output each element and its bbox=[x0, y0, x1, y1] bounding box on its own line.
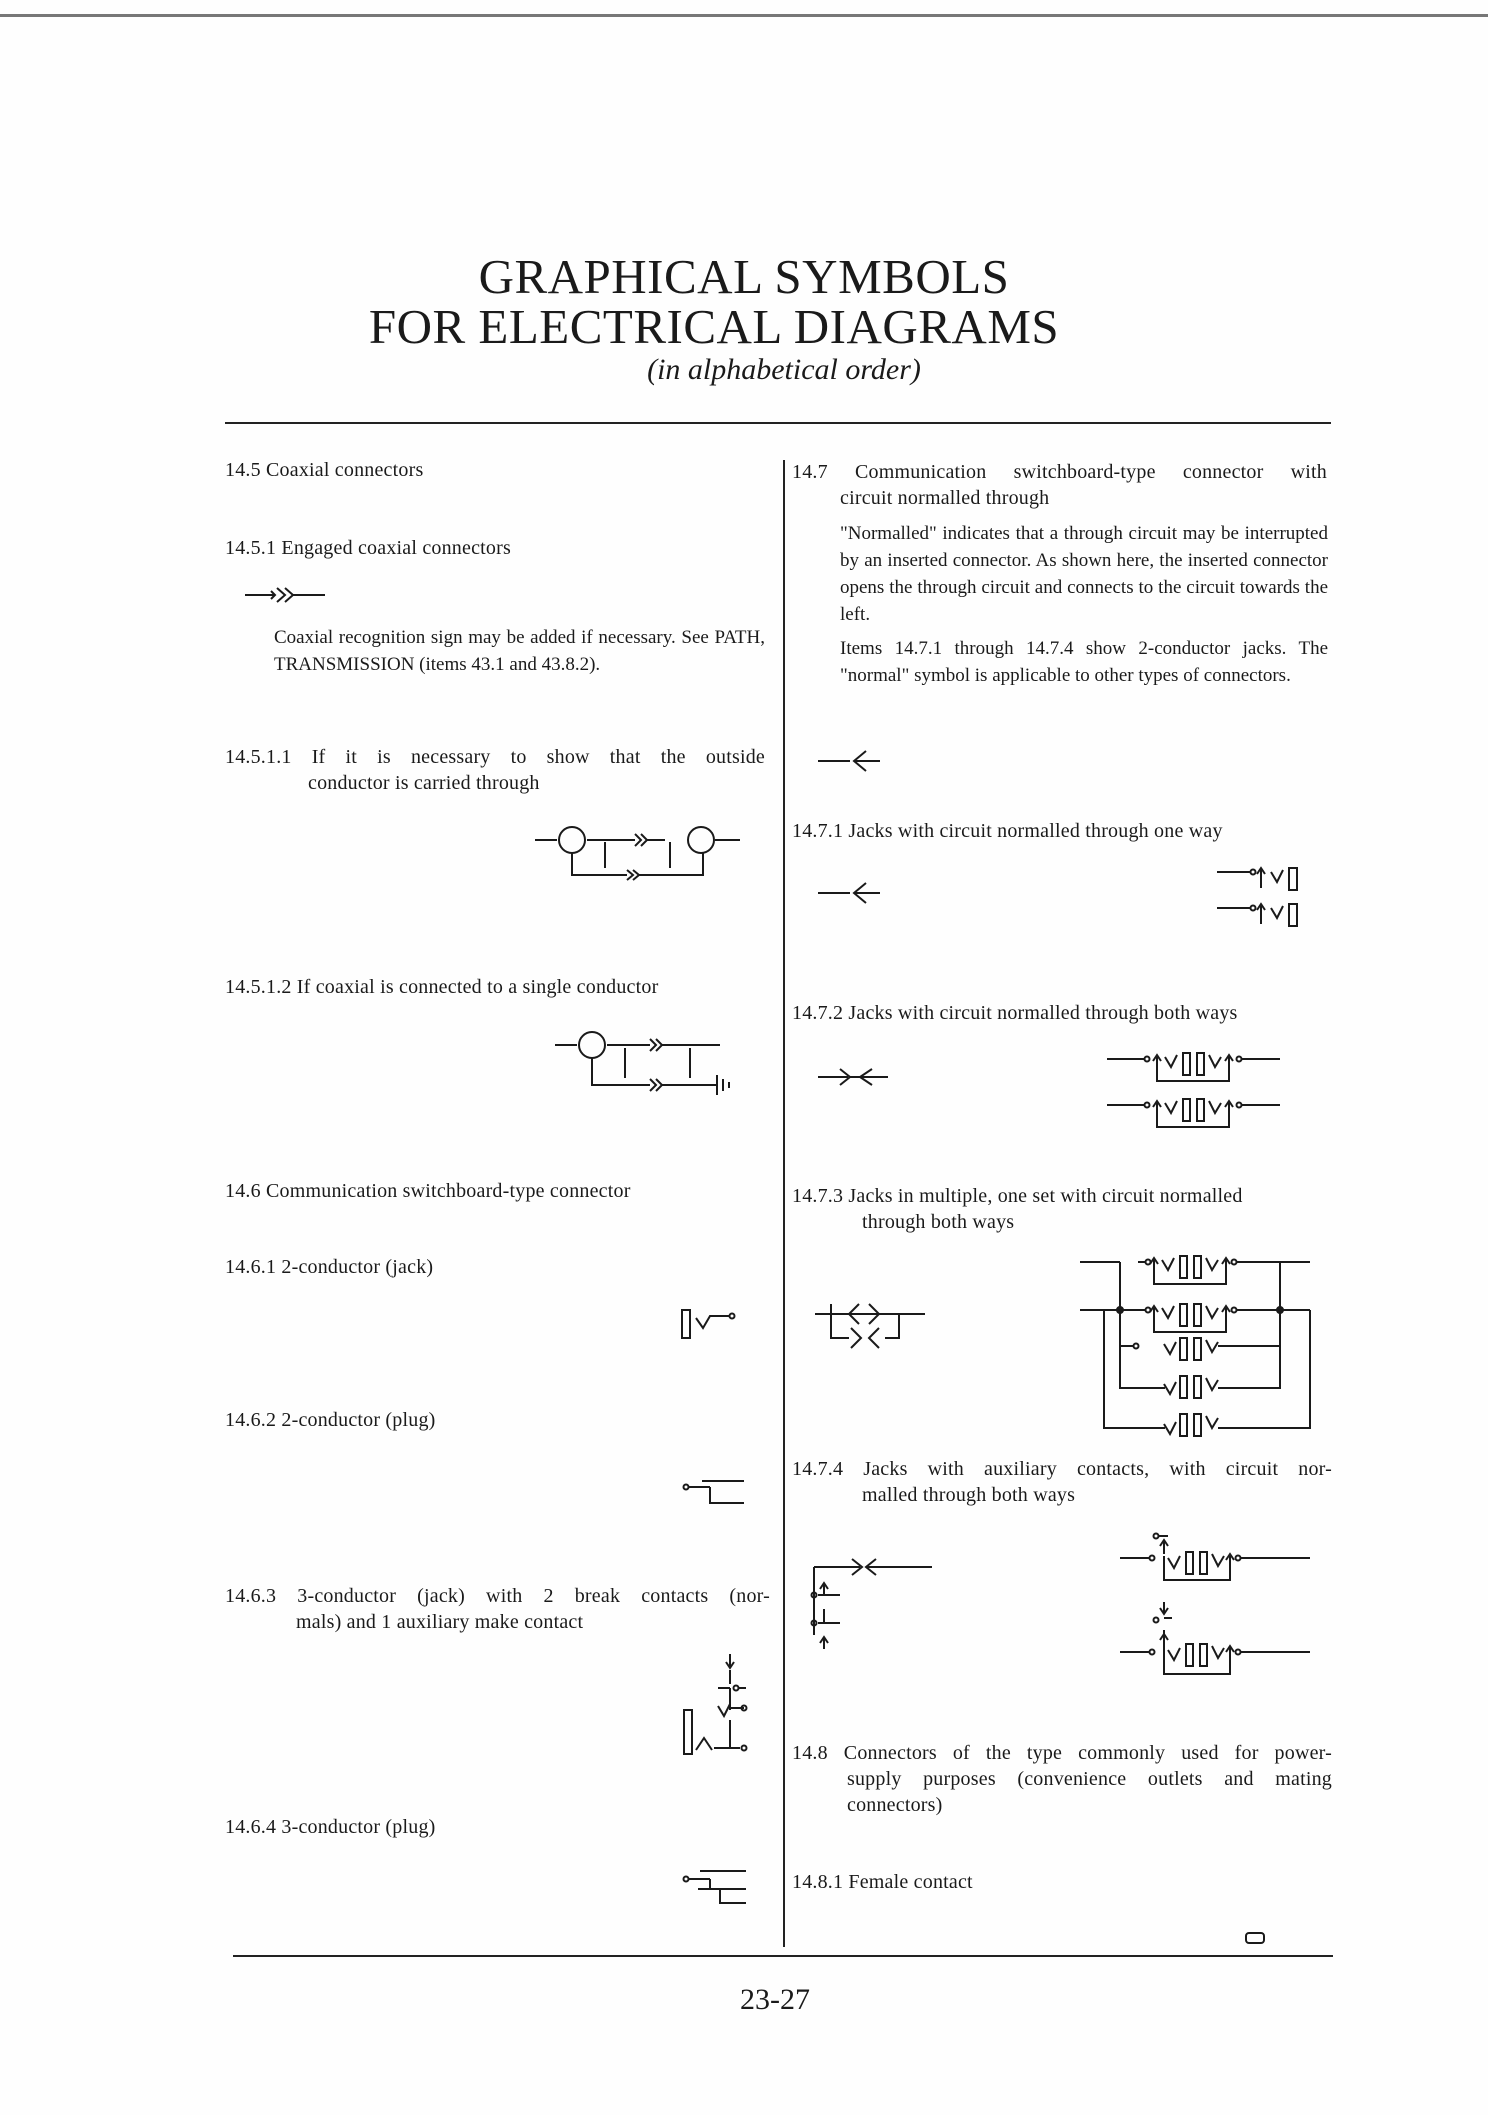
coaxial-recognition-note: Coaxial recognition sign may be added if necessary. See PATH, TRANSMISSION (items 43.1 and 43.8.2). bbox=[274, 627, 765, 675]
engaged-coaxial-connector-symbol bbox=[245, 580, 335, 610]
page-subtitle: (in alphabetical order) bbox=[647, 353, 921, 386]
coaxial-single-conductor-symbol bbox=[555, 1030, 755, 1110]
section-14-6-2-heading: 14.6.2 2-conductor (plug) bbox=[225, 1409, 436, 1431]
normal-through-both-ways-symbol bbox=[818, 1064, 908, 1094]
page-number: 23-27 bbox=[740, 1983, 810, 2016]
two-conductor-jack-symbol bbox=[680, 1300, 750, 1350]
section-14-6-heading: 14.6 Communication switchboard-type connector bbox=[225, 1180, 631, 1202]
items-note: Items 14.7.1 through 14.7.4 show 2-conductor jacks. The "normal" symbol is applicable to other types of connectors. bbox=[840, 638, 1328, 686]
page-title-line2: FOR ELECTRICAL DIAGRAMS bbox=[368, 299, 1060, 354]
section-14-6-3-line1: 14.6.3 3-conductor (jack) with 2 break contacts (nor- bbox=[225, 1585, 770, 1607]
section-14-5-1-1-line1: 14.5.1.1 If it is necessary to show that the outside bbox=[225, 746, 765, 768]
normal-symbol bbox=[818, 748, 898, 778]
column-divider bbox=[783, 460, 785, 1947]
section-14-6-4-heading: 14.6.4 3-conductor (plug) bbox=[225, 1816, 436, 1838]
section-14-8-1-heading: 14.8.1 Female contact bbox=[792, 1871, 973, 1893]
section-14-7-4-line1: 14.7.4 Jacks with auxiliary contacts, with circuit nor- bbox=[792, 1458, 1332, 1480]
jacks-multiple-symbol bbox=[1080, 1248, 1320, 1433]
page-title-line1: GRAPHICAL SYMBOLS bbox=[478, 249, 1010, 304]
normal-auxiliary-symbol bbox=[810, 1555, 940, 1645]
top-border bbox=[0, 14, 1488, 17]
section-14-6-3-line2: mals) and 1 auxiliary make contact bbox=[296, 1611, 584, 1633]
footer-rule bbox=[233, 1955, 1333, 1957]
normal-multiple-symbol bbox=[815, 1298, 955, 1358]
section-14-8-line1: 14.8 Connectors of the type commonly used for power- bbox=[792, 1742, 1332, 1764]
jacks-one-way-symbol bbox=[1215, 860, 1335, 940]
section-14-6-1-heading: 14.6.1 2-conductor (jack) bbox=[225, 1256, 434, 1278]
female-contact-symbol bbox=[1244, 1930, 1268, 1946]
section-14-7-3-line1: 14.7.3 Jacks in multiple, one set with circuit normalled bbox=[792, 1185, 1243, 1207]
two-conductor-plug-symbol bbox=[680, 1475, 750, 1515]
coaxial-outside-conductor-symbol bbox=[535, 820, 745, 890]
section-14-7-line2: circuit normalled through bbox=[840, 487, 1050, 509]
three-conductor-jack-symbol bbox=[680, 1650, 760, 1770]
section-14-8-line3: connectors) bbox=[847, 1794, 943, 1816]
section-14-8-line2: supply purposes (convenience outlets and mating bbox=[847, 1768, 1332, 1790]
normal-through-one-way-symbol bbox=[818, 880, 898, 910]
section-14-7-2-heading: 14.7.2 Jacks with circuit normalled through both ways bbox=[792, 1002, 1238, 1024]
normalled-definition: "Normalled" indicates that a through circuit may be interrupted by an inserted connector. As shown here, the inserted connector opens the through circuit and connects to the circuit towards the left. bbox=[840, 523, 1328, 625]
section-14-5-1-heading: 14.5.1 Engaged coaxial connectors bbox=[225, 537, 511, 559]
section-14-7-1-heading: 14.7.1 Jacks with circuit normalled through one way bbox=[792, 820, 1223, 842]
section-14-5-1-2-heading: 14.5.1.2 If coaxial is connected to a single conductor bbox=[225, 976, 659, 998]
section-14-5-heading: 14.5 Coaxial connectors bbox=[225, 459, 424, 481]
jacks-both-ways-symbol bbox=[1105, 1045, 1315, 1140]
header-rule bbox=[225, 422, 1331, 424]
jacks-auxiliary-contacts-symbol bbox=[1120, 1530, 1320, 1680]
section-14-5-1-1-line2: conductor is carried through bbox=[308, 772, 540, 794]
section-14-7-line1: 14.7 Communication switchboard-type connector with bbox=[792, 461, 1327, 483]
three-conductor-plug-symbol bbox=[680, 1865, 760, 1915]
section-14-7-3-line2: through both ways bbox=[862, 1211, 1015, 1233]
section-14-7-4-line2: malled through both ways bbox=[862, 1484, 1076, 1506]
